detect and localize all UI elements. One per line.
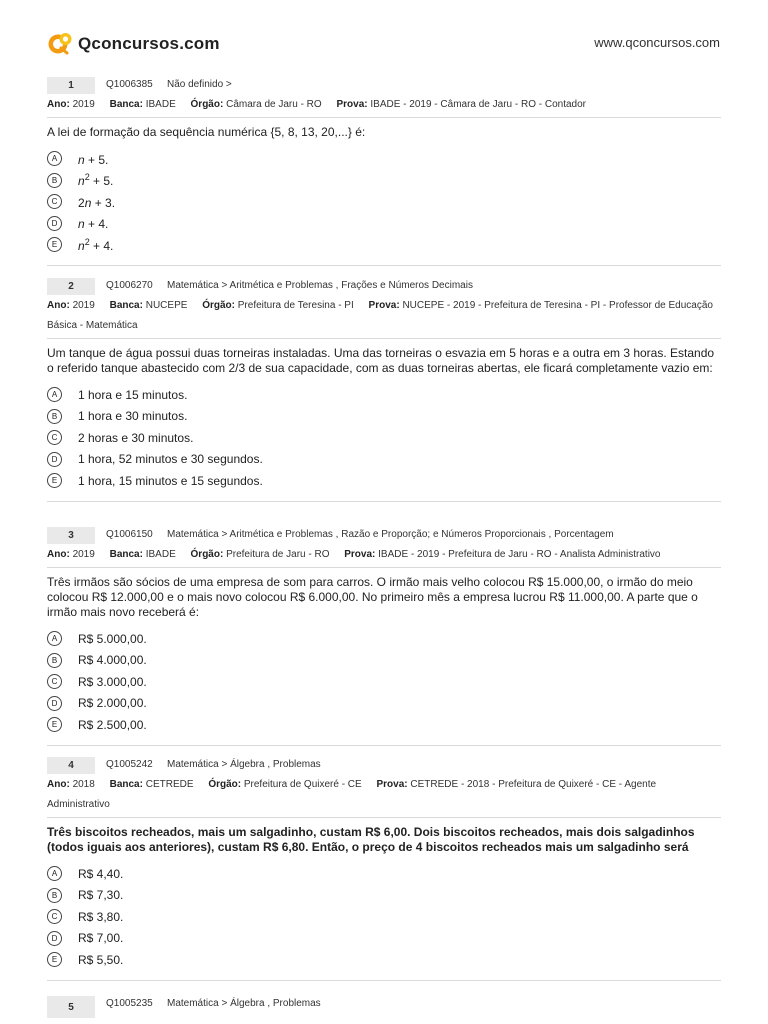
alternative-text: R$ 3,80.: [78, 909, 124, 924]
math-var: n: [78, 174, 85, 189]
question-number: 4: [47, 757, 95, 774]
divider: [47, 817, 721, 818]
question-number: 1: [47, 77, 95, 94]
alternative-text: 1 hora e 30 minutos.: [78, 409, 188, 424]
alternative-e[interactable]: [47, 470, 721, 492]
alternative-text: $n^2 + 5$.: [78, 172, 114, 189]
orgao-label: Órgão:: [190, 99, 224, 110]
alternative-e[interactable]: [47, 234, 721, 256]
question-number: 3: [47, 527, 95, 544]
alternative-b[interactable]: [47, 650, 721, 672]
option-letter[interactable]: A: [47, 866, 62, 881]
alternative-text: R$ 5.000,00.: [78, 631, 147, 646]
banca-value: IBADE: [145, 99, 176, 110]
divider: [47, 338, 721, 339]
alternative-text: 1 hora e 15 minutos.: [78, 387, 188, 402]
question-meta: [47, 296, 721, 336]
alternative-text: $n^2 + 4$.: [78, 236, 114, 253]
alternative-d[interactable]: [47, 693, 721, 715]
alternative-e[interactable]: [47, 714, 721, 736]
question-id[interactable]: Q1005235: [106, 998, 153, 1009]
banca-value: CETREDE: [145, 779, 194, 790]
ano-value: 2019: [72, 300, 95, 311]
ano-label: Ano:: [47, 300, 70, 311]
question-stem: Um tanque de água possui duas torneiras instaladas. Uma das torneiras o esvazia em 5 horas e a outra em 3 horas. Estando o referido tanque abastecido com 2/3 de sua capacidade, com as duas torneiras abertas, ele ficará completamente vazio em:: [47, 346, 715, 375]
option-letter[interactable]: C: [47, 430, 62, 445]
option-letter[interactable]: E: [47, 473, 62, 488]
question-meta: [47, 95, 721, 115]
banca-label: Banca:: [109, 779, 143, 790]
question-category: Matemática > Álgebra , Problemas: [167, 759, 321, 770]
question-category: Matemática > Aritmética e Problemas , Frações e Números Decimais: [167, 280, 473, 291]
option-letter[interactable]: B: [47, 888, 62, 903]
alternative-e[interactable]: [47, 949, 721, 971]
question-id[interactable]: Q1006150: [106, 529, 153, 540]
question-separator: [47, 980, 721, 981]
prova-value: IBADE - 2019 - Câmara de Jaru - RO - Contador: [370, 99, 587, 110]
orgao-value: Câmara de Jaru - RO: [226, 99, 322, 110]
alternative-c[interactable]: [47, 906, 721, 928]
prova-value: IBADE - 2019 - Prefeitura de Jaru - RO - Analista Administrativo: [378, 549, 661, 560]
alternative-a[interactable]: [47, 863, 721, 885]
alternative-text: n + 4.: [78, 217, 109, 232]
question-5: [47, 996, 721, 1018]
question-header: [47, 527, 721, 544]
orgao-value: Prefeitura de Teresina - PI: [237, 300, 354, 311]
question-category: Matemática > Álgebra , Problemas: [167, 998, 321, 1009]
alternative-b[interactable]: [47, 406, 721, 428]
alternative-text: n + 5.: [78, 152, 109, 167]
alternative-b[interactable]: [47, 170, 721, 192]
alternative-text: R$ 7,00.: [78, 931, 124, 946]
banca-value: IBADE: [145, 549, 176, 560]
alternative-text: 2 horas e 30 minutos.: [78, 430, 194, 445]
alternative-d[interactable]: [47, 449, 721, 471]
option-letter[interactable]: B: [47, 409, 62, 424]
divider: [47, 117, 721, 118]
site-url[interactable]: www.qconcursos.com: [594, 35, 720, 50]
question-separator: [47, 745, 721, 746]
alternative-text: 2n + 3.: [78, 195, 116, 210]
option-letter[interactable]: E: [47, 237, 62, 252]
logo-mark-icon: [47, 31, 73, 57]
alternative-text: R$ 5,50.: [78, 952, 124, 967]
question-1: [47, 77, 721, 266]
option-letter[interactable]: D: [47, 696, 62, 711]
prova-label: Prova:: [344, 549, 376, 560]
math-var: n: [78, 238, 85, 253]
prova-value: CETREDE - 2018 - Prefeitura de Quixeré - CE - Agente Administrativo: [47, 779, 657, 810]
option-letter[interactable]: C: [47, 194, 62, 209]
option-letter[interactable]: D: [47, 931, 62, 946]
alternative-text: R$ 7,30.: [78, 888, 124, 903]
ano-value: 2019: [72, 99, 95, 110]
question-2: [47, 278, 721, 502]
alternatives: [47, 148, 721, 256]
orgao-value: Prefeitura de Jaru - RO: [226, 549, 330, 560]
option-letter[interactable]: C: [47, 674, 62, 689]
alternatives: [47, 384, 721, 492]
alternative-a[interactable]: [47, 148, 721, 170]
math-var: n: [84, 195, 92, 210]
alternative-text: R$ 4.000,00.: [78, 653, 147, 668]
option-letter[interactable]: D: [47, 452, 62, 467]
alternative-text: R$ 4,40.: [78, 866, 124, 881]
question-id[interactable]: Q1005242: [106, 759, 153, 770]
alternative-d[interactable]: [47, 928, 721, 950]
banca-label: Banca:: [109, 300, 143, 311]
alternative-c[interactable]: [47, 671, 721, 693]
question-header: [47, 757, 721, 774]
question-header: [47, 77, 721, 94]
question-meta: [47, 545, 721, 565]
page-header: [0, 0, 768, 70]
alternative-b[interactable]: [47, 885, 721, 907]
orgao-value: Prefeitura de Quixeré - CE: [243, 779, 362, 790]
question-header: [47, 996, 721, 1018]
ano-label: Ano:: [47, 549, 70, 560]
question-header: [47, 278, 721, 295]
logo[interactable]: [47, 31, 220, 57]
question-number: 2: [47, 278, 95, 295]
alternatives: [47, 863, 721, 971]
prova-label: Prova:: [336, 99, 368, 110]
option-letter[interactable]: B: [47, 653, 62, 668]
option-letter[interactable]: B: [47, 173, 62, 188]
question-separator: [47, 501, 721, 502]
orgao-label: Órgão:: [190, 549, 224, 560]
alternative-c[interactable]: [47, 191, 721, 213]
option-letter[interactable]: E: [47, 952, 62, 967]
question-category: Não definido >: [167, 79, 232, 90]
ano-label: Ano:: [47, 99, 70, 110]
question-3: [47, 527, 721, 746]
question-id[interactable]: Q1006270: [106, 280, 153, 291]
logo-text: Qconcursos.com: [78, 34, 220, 53]
ano-label: Ano:: [47, 779, 70, 790]
orgao-label: Órgão:: [202, 300, 235, 311]
option-letter[interactable]: C: [47, 909, 62, 924]
question-stem: A lei de formação da sequência numérica {5, 8, 13, 20,...} é:: [47, 125, 366, 139]
alternative-a[interactable]: [47, 384, 721, 406]
prova-label: Prova:: [376, 779, 408, 790]
question-separator: [47, 265, 721, 266]
banca-label: Banca:: [109, 99, 143, 110]
alternative-a[interactable]: [47, 628, 721, 650]
prova-value: NUCEPE - 2019 - Prefeitura de Teresina - PI - Professor de Educação Básica - Matemática: [47, 300, 713, 331]
option-letter[interactable]: A: [47, 151, 62, 166]
option-letter[interactable]: A: [47, 387, 62, 402]
divider: [47, 567, 721, 568]
option-letter[interactable]: D: [47, 216, 62, 231]
alternatives: [47, 628, 721, 736]
banca-value: NUCEPE: [145, 300, 188, 311]
option-letter[interactable]: E: [47, 717, 62, 732]
option-letter[interactable]: A: [47, 631, 62, 646]
alternative-text: R$ 2.500,00.: [78, 717, 147, 732]
math-var: n: [78, 152, 85, 167]
math-var: n: [78, 217, 85, 232]
question-meta: [47, 775, 721, 815]
question-4: [47, 757, 721, 981]
prova-label: Prova:: [368, 300, 400, 311]
alternative-text: 1 hora, 15 minutos e 15 segundos.: [78, 473, 263, 488]
alternative-d[interactable]: [47, 213, 721, 235]
alternative-text: R$ 3.000,00.: [78, 674, 147, 689]
ano-value: 2019: [72, 549, 95, 560]
alternative-text: 1 hora, 52 minutos e 30 segundos.: [78, 452, 263, 467]
question-number: 5: [47, 996, 95, 1018]
question-id[interactable]: Q1006385: [106, 79, 153, 90]
orgao-label: Órgão:: [208, 779, 242, 790]
question-stem: Três biscoitos recheados, mais um salgadinho, custam R$ 6,00. Dois biscoitos recheados, mais dois salgadinhos (todos iguais aos anteriores), custam R$ 6,80. Então, o preço de 4 biscoitos recheados mais um salgadinho será: [47, 825, 695, 854]
alternative-text: R$ 2.000,00.: [78, 696, 147, 711]
banca-label: Banca:: [109, 549, 143, 560]
question-stem: Três irmãos são sócios de uma empresa de som para carros. O irmão mais velho colocou R$ 15.000,00, o irmão do meio colocou R$ 12.000,00 e o mais novo colocou R$ 6.000,00. No primeiro mês a empresa lucrou R$ 11.000,00. A parte que o irmão mais novo receberá é:: [47, 575, 698, 619]
ano-value: 2018: [72, 779, 95, 790]
question-category: Matemática > Aritmética e Problemas , Razão e Proporção; e Números Proporcionais , Porcentagem: [167, 529, 614, 540]
alternative-c[interactable]: [47, 427, 721, 449]
